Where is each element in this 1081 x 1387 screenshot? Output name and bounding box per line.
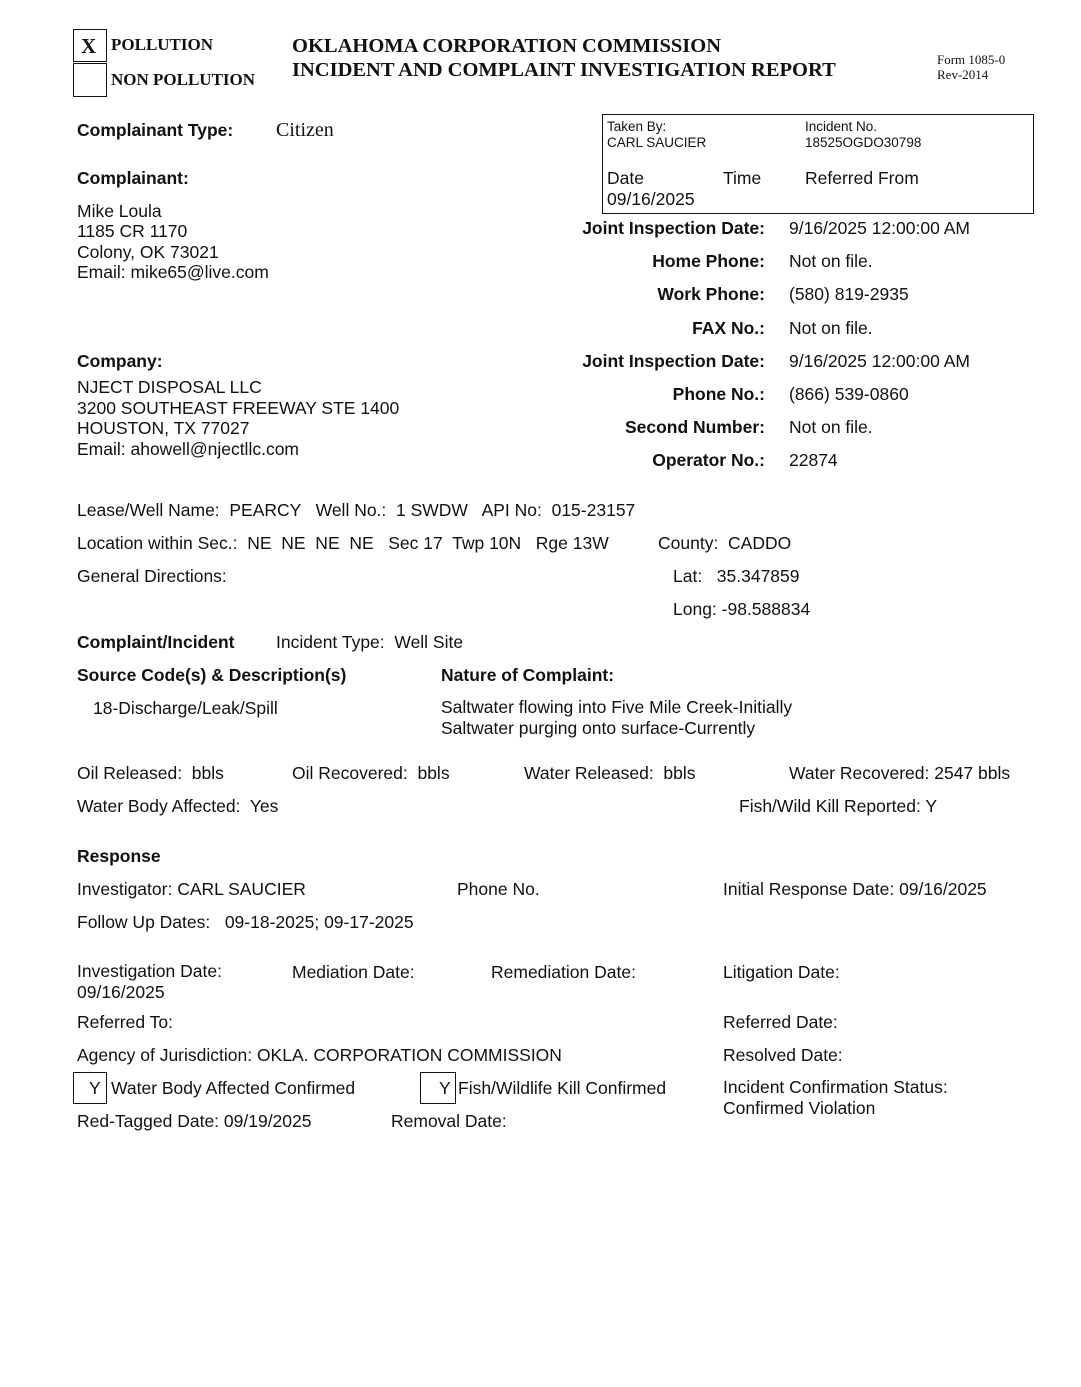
- fax-value: Not on file.: [789, 318, 873, 338]
- county: County: CADDO: [658, 533, 792, 553]
- incident-number-label: Incident No.: [805, 119, 878, 134]
- company-heading: Company:: [77, 351, 163, 371]
- oil-recovered: Oil Recovered: bbls: [292, 763, 450, 783]
- company-phone-label: Phone No.:: [672, 384, 765, 404]
- referred-date: Referred Date:: [723, 1012, 838, 1032]
- complainant-email: Email: mike65@live.com: [77, 262, 269, 282]
- complainant-type-value: Citizen: [276, 119, 334, 141]
- pollution-label: POLLUTION: [111, 35, 214, 54]
- removal-date: Removal Date:: [391, 1111, 507, 1131]
- source-code-value: 18-Discharge/Leak/Spill: [93, 698, 278, 718]
- complaint-incident-heading: Complaint/Incident: [77, 632, 235, 652]
- confirmation-status-value: Confirmed Violation: [723, 1098, 876, 1118]
- response-heading: Response: [77, 846, 161, 866]
- fish-kill-reported: Fish/Wild Kill Reported: Y: [739, 796, 938, 816]
- follow-up-dates: Follow Up Dates: 09-18-2025; 09-17-2025: [77, 912, 414, 932]
- response-phone-label: Phone No.: [457, 879, 540, 899]
- water-confirmed-mark: Y: [89, 1078, 101, 1098]
- operator-number-value: 22874: [789, 450, 838, 470]
- time-label: Time: [723, 168, 762, 188]
- report-title-line2: INCIDENT AND COMPLAINT INVESTIGATION REPORT: [292, 59, 836, 81]
- non-pollution-label: NON POLLUTION: [111, 70, 256, 89]
- date-label: Date: [607, 168, 644, 188]
- incident-number-value: 18525OGDO30798: [805, 135, 922, 150]
- agency-of-jurisdiction: Agency of Jurisdiction: OKLA. CORPORATION COMMISSION: [77, 1045, 562, 1065]
- complainant-address1: 1185 CR 1170: [77, 221, 188, 241]
- work-phone-label: Work Phone:: [657, 284, 765, 304]
- confirmation-status-label: Incident Confirmation Status:: [723, 1077, 948, 1097]
- nature-of-complaint-heading: Nature of Complaint:: [441, 665, 615, 685]
- resolved-date: Resolved Date:: [723, 1045, 843, 1065]
- water-body-affected: Water Body Affected: Yes: [77, 796, 279, 816]
- home-phone-label: Home Phone:: [652, 251, 765, 271]
- date-value: 09/16/2025: [607, 189, 695, 209]
- taken-by-value: CARL SAUCIER: [607, 135, 707, 150]
- incident-type: Incident Type: Well Site: [276, 632, 464, 652]
- nature-line2: Saltwater purging onto surface-Currently: [441, 718, 756, 738]
- second-number-label: Second Number:: [624, 417, 765, 437]
- company-address1: 3200 SOUTHEAST FREEWAY STE 1400: [77, 398, 400, 418]
- complainant-type-label: Complainant Type:: [77, 120, 234, 140]
- referred-to: Referred To:: [77, 1012, 173, 1032]
- complainant-name: Mike Loula: [77, 201, 162, 221]
- source-code-heading: Source Code(s) & Description(s): [77, 665, 347, 685]
- water-confirmed-label: Water Body Affected Confirmed: [111, 1078, 356, 1098]
- remediation-date: Remediation Date:: [491, 962, 636, 982]
- work-phone-value: (580) 819-2935: [789, 284, 909, 304]
- report-title-line1: OKLAHOMA CORPORATION COMMISSION: [292, 35, 721, 57]
- initial-response-date: Initial Response Date: 09/16/2025: [723, 879, 987, 899]
- investigation-date-value: 09/16/2025: [77, 982, 165, 1002]
- fish-confirmed-mark: Y: [439, 1078, 451, 1098]
- second-number-value: Not on file.: [789, 417, 873, 437]
- investigator: Investigator: CARL SAUCIER: [77, 879, 306, 899]
- referred-from-label: Referred From: [805, 168, 919, 188]
- company-address2: HOUSTON, TX 77027: [77, 418, 250, 438]
- latitude: Lat: 35.347859: [673, 566, 800, 586]
- form-number: Form 1085-0: [937, 52, 1006, 67]
- complainant-heading: Complainant:: [77, 168, 189, 188]
- complainant-joint-inspection-label: Joint Inspection Date:: [582, 218, 765, 238]
- operator-number-label: Operator No.:: [652, 450, 765, 470]
- form-revision: Rev-2014: [937, 67, 989, 82]
- general-directions-label: General Directions:: [77, 566, 227, 586]
- company-joint-inspection-label: Joint Inspection Date:: [582, 351, 765, 371]
- location-line: Location within Sec.: NE NE NE NE Sec 17 Twp 10N Rge 13W: [77, 533, 609, 553]
- investigation-date-label: Investigation Date:: [77, 961, 222, 981]
- fax-label: FAX No.:: [692, 318, 765, 338]
- non-pollution-checkbox[interactable]: [73, 63, 107, 97]
- water-released: Water Released: bbls: [524, 763, 696, 783]
- home-phone-value: Not on file.: [789, 251, 873, 271]
- fish-confirmed-label: Fish/Wildlife Kill Confirmed: [458, 1078, 667, 1098]
- litigation-date: Litigation Date:: [723, 962, 840, 982]
- company-joint-inspection-value: 9/16/2025 12:00:00 AM: [789, 351, 970, 371]
- complainant-address2: Colony, OK 73021: [77, 242, 219, 262]
- pollution-mark: X: [81, 34, 97, 58]
- company-phone-value: (866) 539-0860: [789, 384, 909, 404]
- company-email: Email: ahowell@njectllc.com: [77, 439, 300, 459]
- oil-released: Oil Released: bbls: [77, 763, 224, 783]
- red-tagged-date: Red-Tagged Date: 09/19/2025: [77, 1111, 312, 1131]
- complainant-joint-inspection-value: 9/16/2025 12:00:00 AM: [789, 218, 970, 238]
- nature-line1: Saltwater flowing into Five Mile Creek-Initially: [441, 697, 793, 717]
- company-name: NJECT DISPOSAL LLC: [77, 377, 262, 397]
- mediation-date: Mediation Date:: [292, 962, 415, 982]
- longitude: Long: -98.588834: [673, 599, 811, 619]
- taken-by-label: Taken By:: [607, 119, 667, 134]
- water-recovered: Water Recovered: 2547 bbls: [789, 763, 1011, 783]
- lease-well-line: Lease/Well Name: PEARCY Well No.: 1 SWDW API No: 015-23157: [77, 500, 636, 520]
